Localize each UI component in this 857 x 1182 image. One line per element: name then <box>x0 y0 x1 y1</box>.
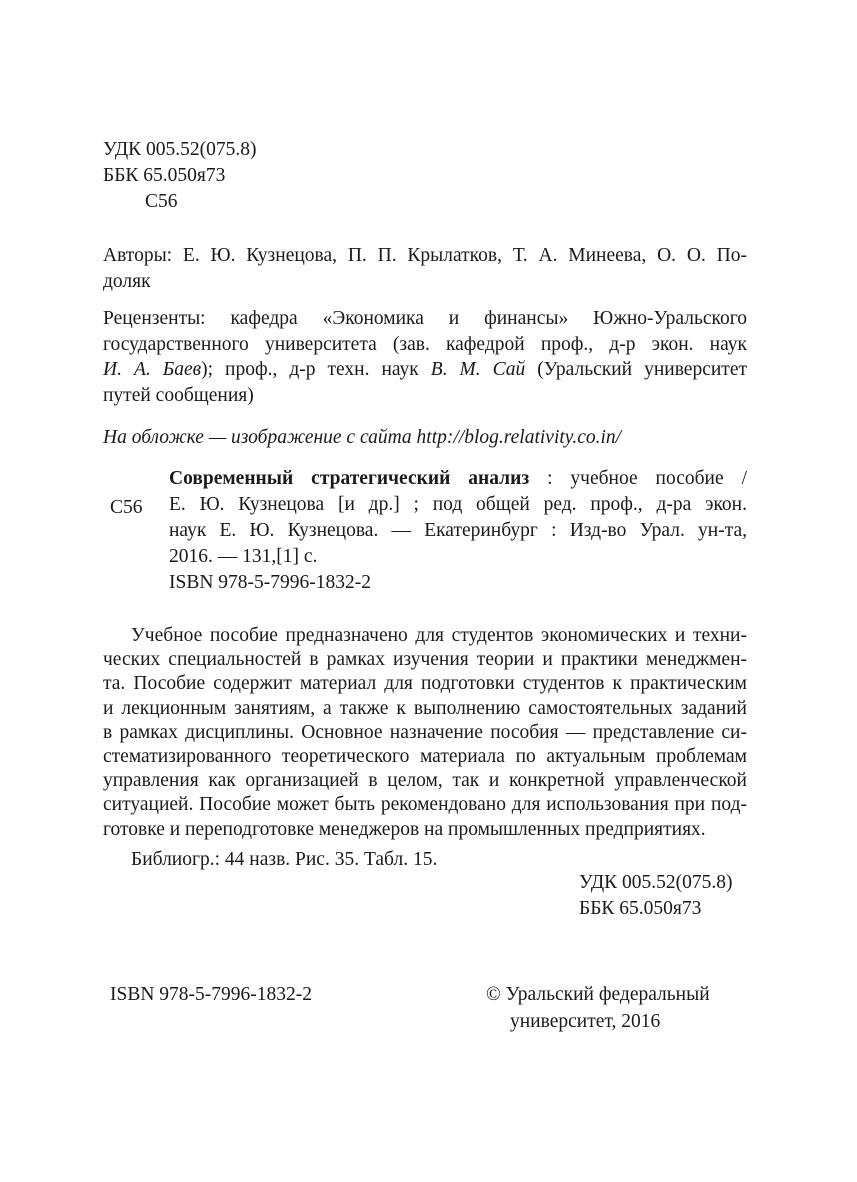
abstract-block <box>103 623 747 841</box>
book-title-rest: : учебное пособие / <box>529 468 747 489</box>
biblio-line-4: 2016. — 131,[1] с. <box>169 546 318 567</box>
cover-note: На обложке — изображение с сайта http://blog.relativity.co.in/ <box>103 427 622 448</box>
abstract-line: готовке и переподготовке менеджеров на промышленных предприятиях. <box>103 818 706 840</box>
reviewers-line-3 <box>103 357 747 383</box>
abstract-line: та. Пособие содержит материал для подготовки студентов к практическим <box>103 673 747 695</box>
copyright-notice <box>486 982 710 1036</box>
biblio-line-3: наук Е. Ю. Кузнецова. — Екатеринбург : Изд-во Урал. ун-та, <box>169 520 747 541</box>
authors-block <box>103 243 747 294</box>
authors-line-2: доляк <box>103 270 151 292</box>
abstract-line: Учебное пособие предназначено для студентов экономических и техни- <box>131 625 747 646</box>
book-title: Современный стратегический анализ <box>169 468 530 489</box>
biblio-line-2: Е. Ю. Кузнецова [и др.] ; под общей ред. проф., д-ра экон. <box>169 494 747 515</box>
reviewers-line-2: государственного университета (зав. кафедрой проф., д-р экон. наук <box>103 333 747 355</box>
top-classification-codes <box>103 137 503 215</box>
abstract-line: и лекционным занятиям, а также к выполнению самостоятельных заданий <box>103 697 747 719</box>
udk-code-bottom: УДК 005.52(075.8) <box>579 872 733 893</box>
bbk-code-bottom: ББК 65.050я73 <box>579 898 702 919</box>
author-mark: С56 <box>145 191 178 212</box>
reviewers-line-4: путей сообщения) <box>103 385 254 407</box>
abstract-line: ческих специальностей в рамках изучения теории и практики менеджмен- <box>103 649 747 671</box>
reviewers-block <box>103 306 747 409</box>
biblio-author-mark: С56 <box>110 497 143 518</box>
bibliography-counts: Библиогр.: 44 назв. Рис. 35. Табл. 15. <box>131 849 438 870</box>
bbk-code: ББК 65.050я73 <box>103 165 226 186</box>
abstract-line: в рамках дисциплины. Основное назначение пособия — представление си- <box>103 721 747 743</box>
bottom-classification-codes <box>579 870 733 922</box>
reviewer-name-1: И. А. Баев <box>103 359 202 381</box>
reviewer-name-2: В. М. Сай <box>430 359 526 381</box>
isbn: ISBN 978-5-7996-1832-2 <box>110 984 313 1005</box>
reviewers-line-1: Рецензенты: кафедра «Экономика и финансы» Южно-Уральского <box>103 308 747 329</box>
authors-line-1: Авторы: Е. Ю. Кузнецова, П. П. Крылатков, Т. А. Минеева, О. О. По- <box>103 245 747 266</box>
abstract-line: стематизированного теоретического материала по актуальным проблемам <box>103 745 747 767</box>
abstract-line: управления как организацией в целом, так и конкретной управленческой <box>103 770 747 792</box>
reviewer-text-mid: ); проф., д-р техн. наук <box>201 359 431 381</box>
udk-code: УДК 005.52(075.8) <box>103 139 257 160</box>
copyright-line-1: © Уральский федеральный <box>486 984 710 1005</box>
reviewer-text-end: (Уральский университет <box>525 359 747 381</box>
biblio-isbn: ISBN 978-5-7996-1832-2 <box>169 572 372 593</box>
abstract-line: ситуацией. Пособие может быть рекомендовано для использования при под- <box>103 794 747 816</box>
biblio-line-1 <box>169 466 747 492</box>
copyright-line-2: университет, 2016 <box>510 1011 661 1032</box>
bibliographic-record <box>169 466 747 596</box>
